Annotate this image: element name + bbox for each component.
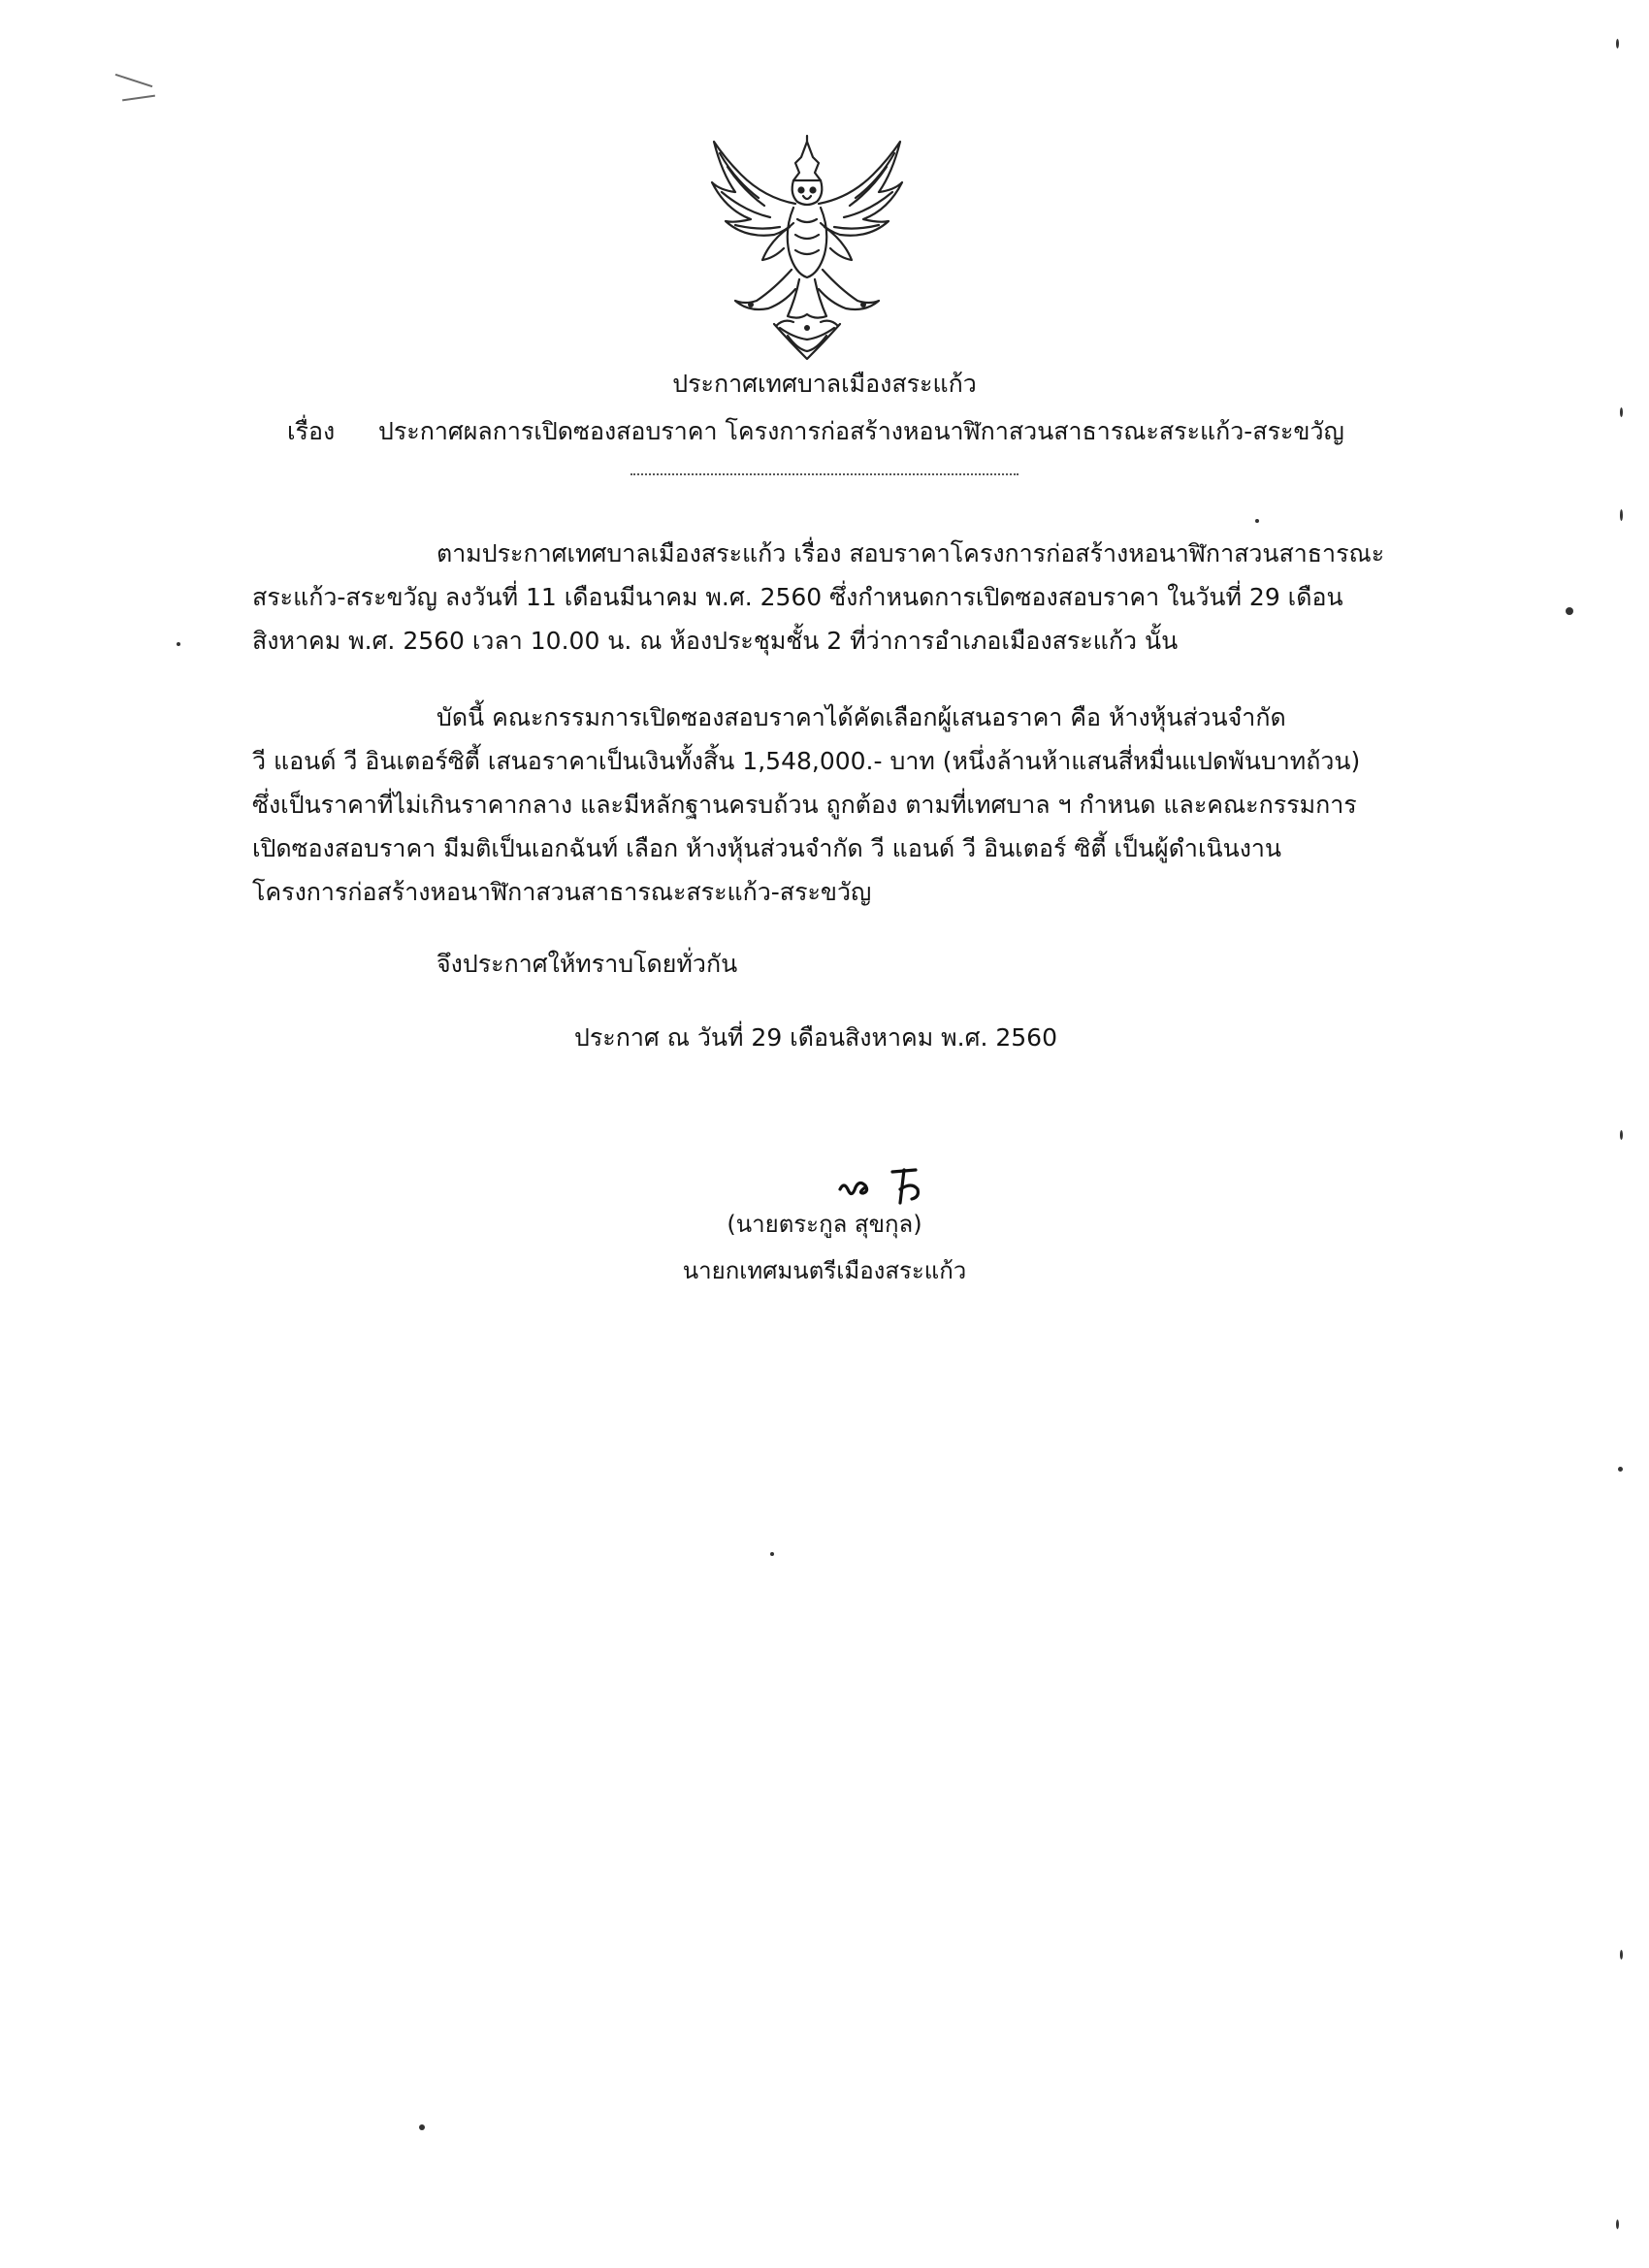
paragraph-line: ซึ่งเป็นราคาที่ไม่เกินราคากลาง และมีหลักฐานครบถ้วน ถูกต้อง ตามที่เทศบาล ฯ กำหนด และคณะกรรมการ xyxy=(252,791,1357,819)
paragraph-line: บัดนี้ คณะกรรมการเปิดซองสอบราคาได้คัดเลือกผู้เสนอราคา คือ ห้างหุ้นส่วนจำกัด xyxy=(436,703,1286,731)
scan-mark xyxy=(115,74,153,87)
signatory-position: นายกเทศมนตรีเมืองสระแก้ว xyxy=(682,1257,967,1284)
paragraph-line: สระแก้ว-สระขวัญ ลงวันที่ 11 เดือนมีนาคม พ.ศ. 2560 ซึ่งกำหนดการเปิดซองสอบราคา ในวันที่ 29 เดือน xyxy=(252,583,1343,611)
scan-speck xyxy=(1618,1467,1623,1472)
closing-statement: จึงประกาศให้ทราบโดยทั่วกัน xyxy=(436,950,738,978)
scan-speck xyxy=(419,2124,425,2130)
scan-speck xyxy=(1620,509,1623,521)
paragraph-line: ตามประกาศเทศบาลเมืองสระแก้ว เรื่อง สอบราคาโครงการก่อสร้างหอนาฬิกาสวนสาธารณะ xyxy=(436,539,1385,567)
scan-speck xyxy=(1616,2219,1619,2229)
scan-speck xyxy=(1620,407,1623,417)
scan-speck xyxy=(1566,607,1573,615)
paragraph-line: วี แอนด์ วี อินเตอร์ซิตี้ เสนอราคาเป็นเงินทั้งสิ้น 1,548,000.- บาท (หนึ่งล้านห้าแสนสี่หมื่นแปดพันบาทถ้วน) xyxy=(252,747,1361,775)
garuda-emblem-icon xyxy=(706,134,908,363)
signatory-name: (นายตระกูล สุขกุล) xyxy=(727,1211,922,1238)
scan-speck xyxy=(1620,1950,1623,1960)
scan-speck xyxy=(770,1552,774,1556)
announcement-date: ประกาศ ณ วันที่ 29 เดือนสิงหาคม พ.ศ. 2560 xyxy=(574,1023,1057,1052)
paragraph-line: เปิดซองสอบราคา มีมติเป็นเอกฉันท์ เลือก ห้างหุ้นส่วนจำกัด วี แอนด์ วี อินเตอร์ ซิตี้ เป็นผู้ดำเนินงาน xyxy=(252,834,1282,862)
paragraph-line: โครงการก่อสร้างหอนาฬิกาสวนสาธารณะสระแก้ว-สระขวัญ xyxy=(252,878,872,906)
scan-speck xyxy=(177,642,180,646)
subject-divider xyxy=(630,473,1018,475)
scan-speck xyxy=(1616,39,1619,49)
announcement-title: ประกาศเทศบาลเมืองสระแก้ว xyxy=(672,370,977,398)
subject-text: ประกาศผลการเปิดซองสอบราคา โครงการก่อสร้างหอนาฬิกาสวนสาธารณะสระแก้ว-สระขวัญ xyxy=(378,417,1344,445)
paragraph-2 xyxy=(252,696,1406,914)
scan-speck xyxy=(1620,1130,1623,1140)
subject-label: เรื่อง xyxy=(287,417,336,445)
paragraph-1 xyxy=(252,532,1406,663)
scan-speck xyxy=(1255,519,1259,523)
scan-mark xyxy=(122,95,155,102)
paragraph-line: สิงหาคม พ.ศ. 2560 เวลา 10.00 น. ณ ห้องประชุมชั้น 2 ที่ว่าการอำเภอเมืองสระแก้ว นั้น xyxy=(252,627,1179,655)
